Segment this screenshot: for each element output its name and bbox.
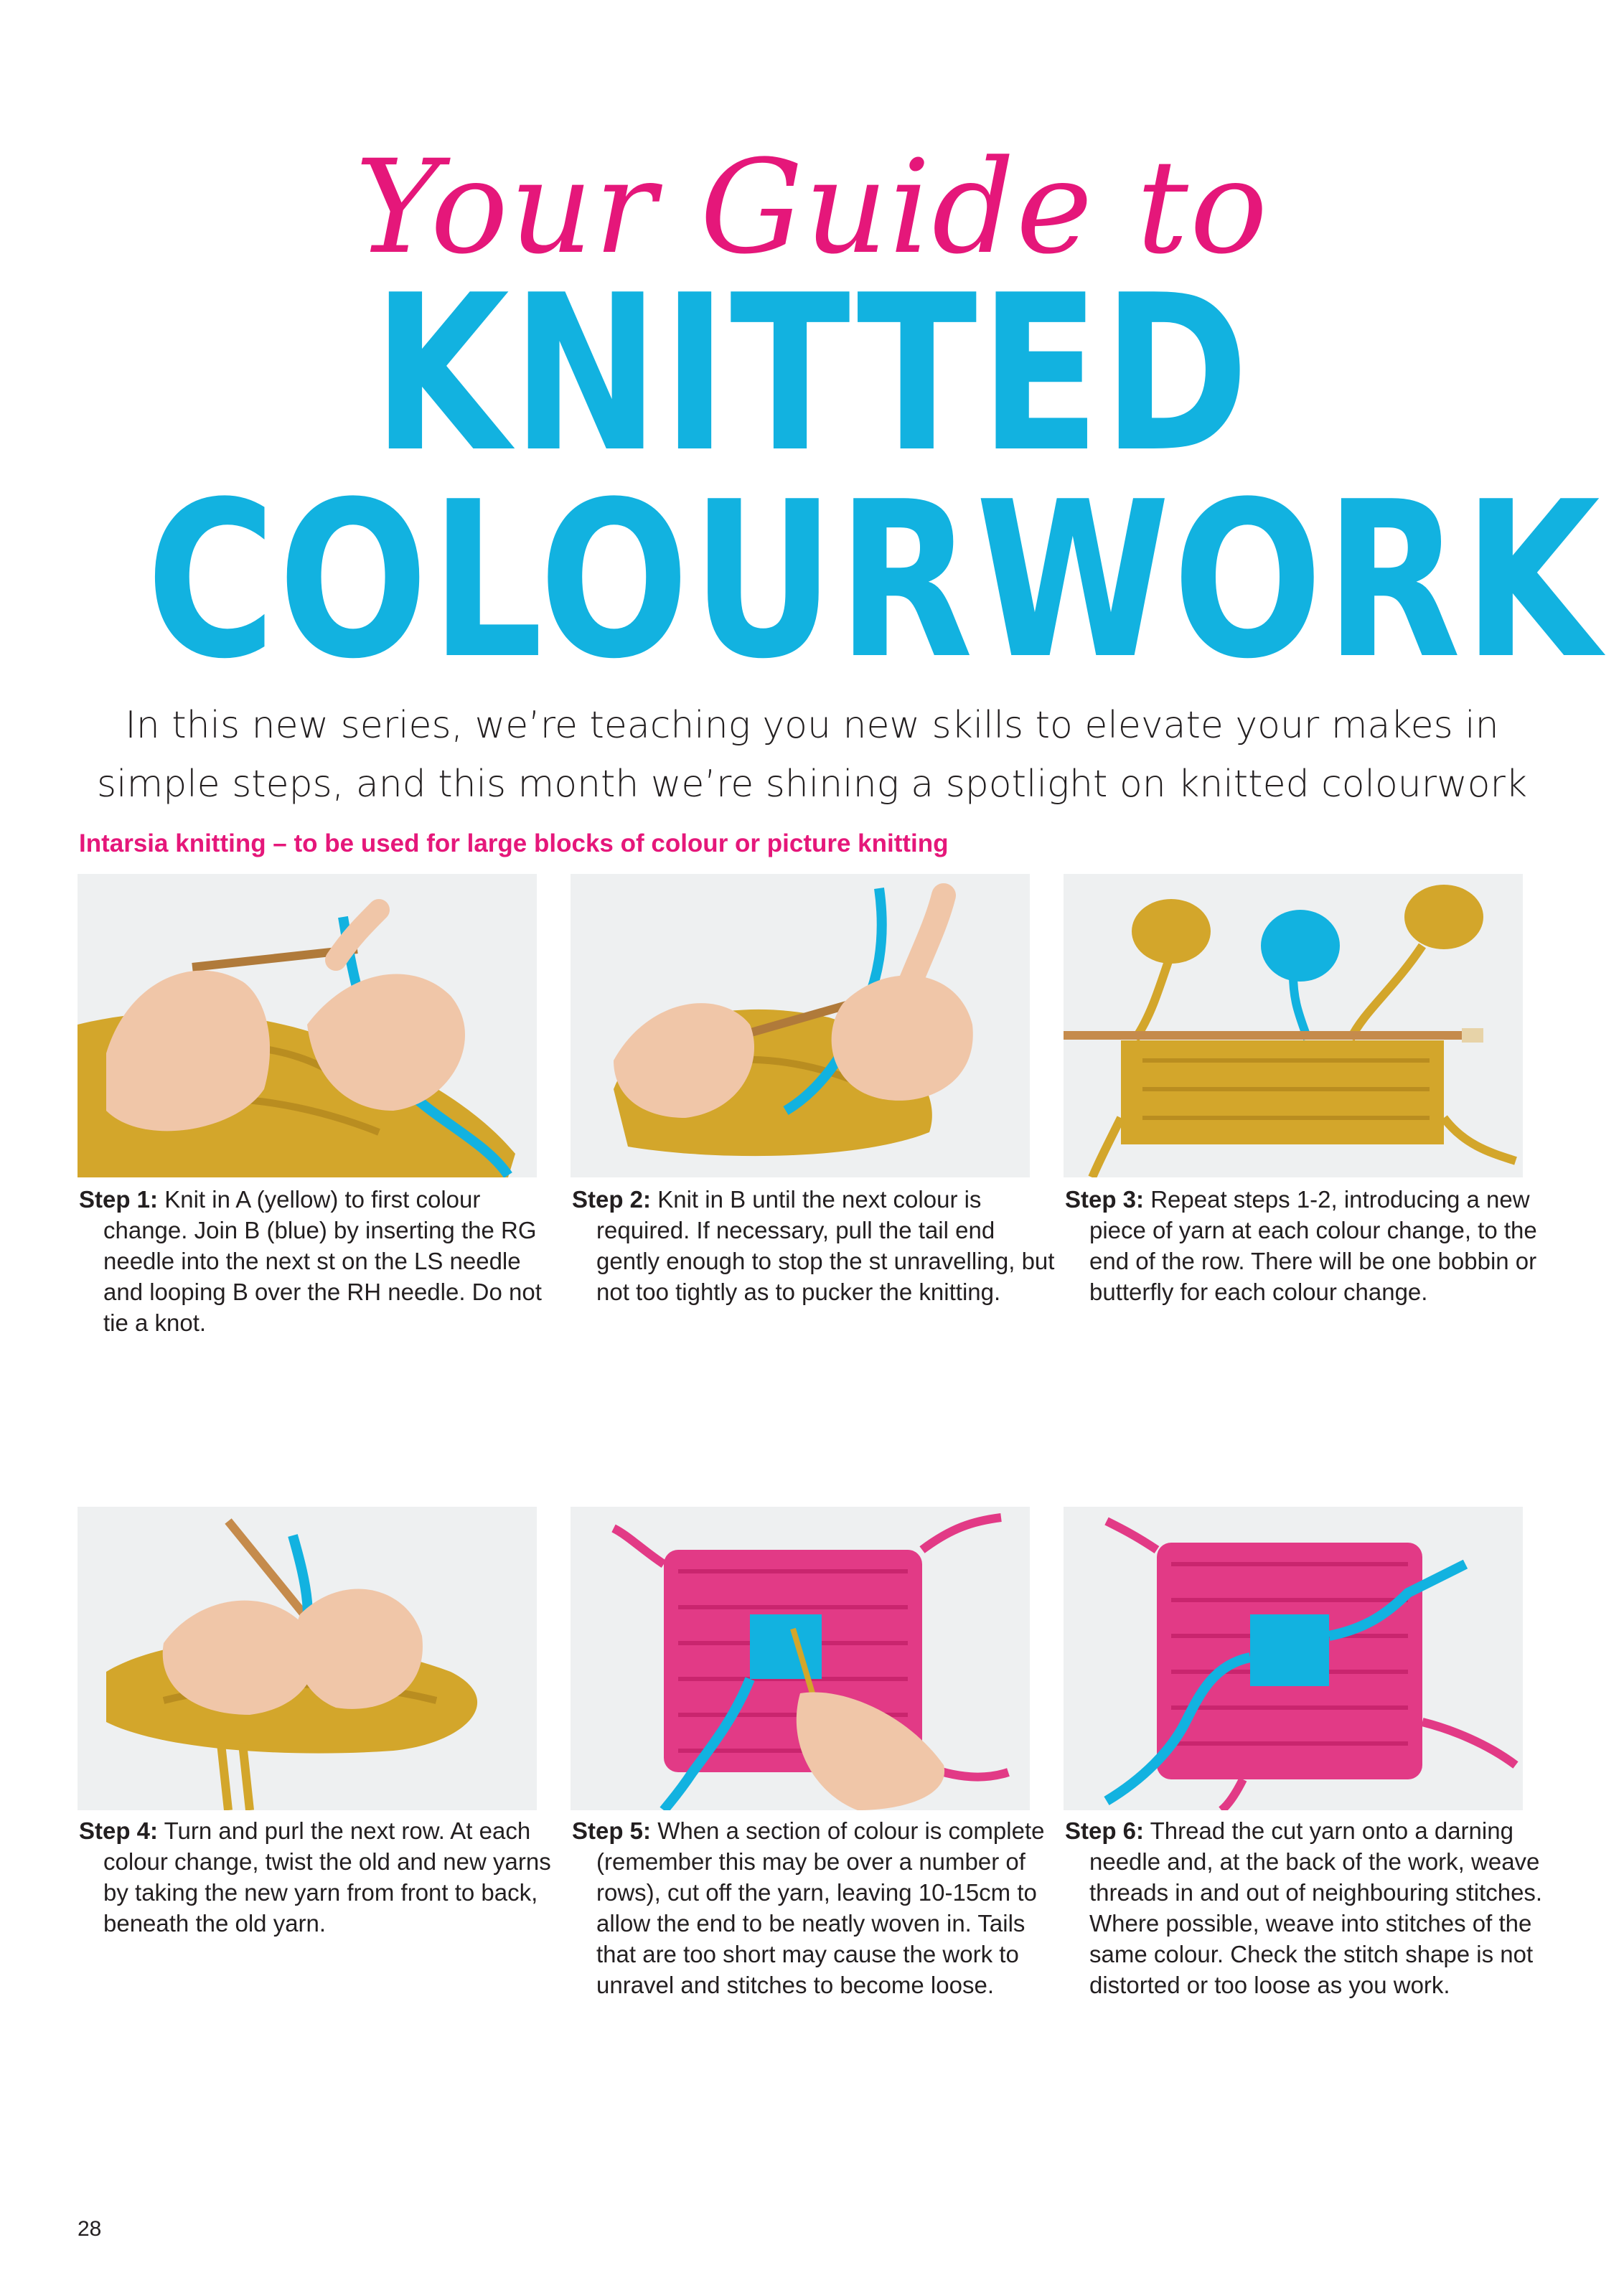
script-title: Your Guide to <box>355 133 1269 283</box>
step-4-label: Step 4: <box>79 1817 159 1844</box>
step-1-caption <box>79 1184 566 1338</box>
step-3-label: Step 3: <box>1065 1186 1145 1213</box>
step-2-photo <box>571 874 1030 1177</box>
step-1-label: Step 1: <box>79 1186 159 1213</box>
step-6-photo <box>1064 1507 1523 1810</box>
step-3-caption <box>1065 1184 1552 1307</box>
step-6-text: Thread the cut yarn onto a darning needle and, at the back of the work, weave threads in and out of neighbouring stitches. Where possible, weave into stitches of the same colour. Check the stitch shape is not distorted or too loose as you work. <box>1089 1817 1543 1998</box>
step-5-photo <box>571 1507 1030 1810</box>
step-1-text: Knit in A (yellow) to first colour change. Join B (blue) by inserting the RG needle into the next st on the LS needle and looping B over the RH needle. Do not tie a knot. <box>103 1186 542 1336</box>
step-5-caption <box>572 1815 1059 2000</box>
step-4-text: Turn and purl the next row. At each colour change, twist the old and new yarns by taking the new yarn from front to back, beneath the old yarn. <box>103 1817 551 1937</box>
intro-text: In this new series, we’re teaching you new skills to elevate your makes in simple steps, and this month we’re shining a spotlight on knitted colourwork <box>97 704 1527 806</box>
step-3-text: Repeat steps 1-2, introducing a new piece of yarn at each colour change, to the end of the row. There will be one bobbin or butterfly for each colour change. <box>1089 1186 1537 1305</box>
step-6-caption <box>1065 1815 1552 2000</box>
step-2-caption <box>572 1184 1059 1307</box>
step-2-text: Knit in B until the next colour is required. If necessary, pull the tail end gently enough to stop the st unravelling, but not too tightly as to pucker the knitting. <box>596 1186 1055 1305</box>
step-6-label: Step 6: <box>1065 1817 1145 1844</box>
step-2-label: Step 2: <box>572 1186 652 1213</box>
step-1-photo <box>78 874 537 1177</box>
step-4-caption <box>79 1815 566 1939</box>
step-4-photo <box>78 1507 537 1810</box>
title-line-1: KNITTED <box>372 249 1252 499</box>
page-number: 28 <box>78 2217 102 2241</box>
step-5-label: Step 5: <box>572 1817 652 1844</box>
step-3-photo <box>1064 874 1523 1177</box>
section-heading: Intarsia knitting – to be used for large blocks of colour or picture knitting <box>79 829 949 857</box>
step-5-text: When a section of colour is complete (remember this may be over a number of rows), cut off the yarn, leaving 10-15cm to allow the end to be neatly woven in. Tails that are too short may cause the work to unravel and stitches to become loose. <box>596 1817 1045 1998</box>
title-line-2: COLOURWORK <box>146 456 1602 706</box>
